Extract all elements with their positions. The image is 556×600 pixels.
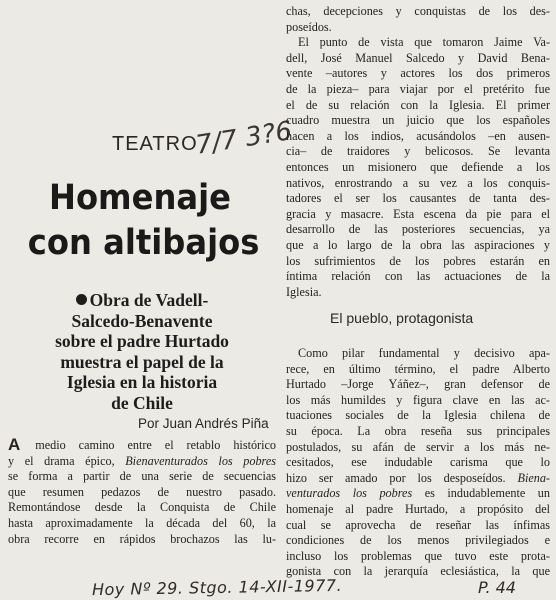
- body-text: rece, en último término, el padre Alberto: [286, 361, 550, 376]
- deck-line: de Chile: [111, 392, 173, 413]
- deck-line: muestra el papel de la: [60, 351, 224, 372]
- body-text: los sufrimientos de los pobres estarán en: [286, 253, 550, 268]
- body-text: Hurtado –Jorge Yáñez–, gran defensor de: [286, 377, 550, 392]
- body-text: entonces un misionero que defiende a los: [286, 159, 550, 174]
- body-text: tuaciones sociales de la Iglesia chilena de: [286, 408, 550, 423]
- handwritten-source-note: Hoy Nº 29. Stgo. 14-XII-1977.: [91, 575, 343, 600]
- body-text: incluso los problemas que tuvo este prota-: [286, 548, 550, 563]
- body-text: obra recorre en rápidos brochazos las lu-: [8, 531, 276, 546]
- body-text: dell, José Manuel Salcedo y David Bena-: [286, 50, 550, 65]
- body-text: íntima relación con las actuaciones de la: [286, 269, 550, 284]
- deck-line: Salcedo-Benavente: [71, 310, 213, 331]
- headline-line-2: con altibajos: [27, 223, 260, 263]
- body-text: poseídos.: [286, 19, 332, 34]
- body-text: gracia y masacre. Esta escena da pie para el: [286, 206, 550, 221]
- handwritten-page-note: P. 44: [478, 578, 516, 597]
- body-text: homenaje al padre Hurtado, a propósito del: [286, 501, 550, 516]
- body-text: que resumen pedazos de nuestro pasado.: [8, 484, 276, 499]
- body-text: chas, decepciones y conquistas de los des-: [286, 4, 550, 18]
- body-text: cual se aprovecha de reseñar las ínfimas: [286, 517, 550, 532]
- body-text: su época. La obra reseña sus principales: [286, 423, 550, 438]
- body-text: Remontándose desde la Conquista de Chile: [8, 500, 276, 515]
- deck-line: sobre el padre Hurtado: [55, 331, 229, 351]
- body-text: tadores el ser los causantes de tanta des-: [286, 191, 550, 206]
- article-body-right-bottom: [286, 346, 550, 580]
- headline-line-1: Homenaje: [48, 178, 231, 218]
- body-text: cia– de traidores y belicosos. Se levanta: [286, 144, 550, 159]
- body-text: se forma a partir de una serie de secuencias: [8, 469, 276, 484]
- body-text: y el drama épico,: [8, 453, 126, 468]
- body-text: condiciones de los menos privilegiados e: [286, 533, 550, 548]
- deck-line: Obra de Vadell-: [89, 290, 209, 310]
- body-text: Iglesia.: [286, 284, 322, 299]
- body-text: desarrollo de las posteriores secuencias, ya: [286, 222, 550, 237]
- body-text: El punto de vista que tomaron Jaime Va-: [298, 35, 550, 50]
- body-text: hizo ser amado por los desposeídos.: [286, 470, 518, 485]
- play-title: Bienaventurados los pobres: [125, 453, 276, 468]
- drop-cap: A: [8, 438, 21, 454]
- body-text: nativos, enrostrando a su vez a los conquis-: [286, 175, 550, 190]
- play-title: venturados los pobres: [286, 486, 413, 501]
- body-text: de la pieza– para viajar por el pretérito fue: [286, 81, 550, 96]
- body-text: Como pilar fundamental y decisivo apa-: [298, 346, 550, 360]
- body-text: cuadro muestra un juicio que los españoles: [286, 113, 550, 128]
- body-text: vente –autores y actores los dos primeros: [286, 66, 550, 81]
- body-text: es indudablemente un: [412, 486, 550, 501]
- body-text: cesitados, ese indudable carisma que lo: [286, 455, 550, 470]
- body-text: hasta aproximadamente la década del 60, la: [8, 515, 276, 530]
- headline: [27, 176, 260, 266]
- subheading: El pueblo, protagonista: [330, 310, 474, 326]
- body-text: el de su relación con la Iglesia. El primer: [286, 97, 550, 112]
- deck-line: Iglesia en la historia: [66, 372, 218, 392]
- article-body-left: [8, 438, 276, 547]
- body-text: postulados, su afán de servir a los más ne-: [286, 439, 550, 454]
- bullet-icon: [76, 294, 87, 305]
- handwritten-date-note: 7/7 3?6: [193, 116, 295, 161]
- body-text: hacen a los indios, acusándolos –en ausen-: [286, 128, 550, 143]
- body-text: que a lo largo de la obra las aspiraciones y: [286, 237, 550, 252]
- deck: [22, 290, 262, 413]
- section-label: TEATRO: [112, 133, 198, 155]
- play-title: Biena-: [517, 470, 550, 485]
- body-text: medio camino entre el retablo histórico: [22, 438, 276, 452]
- article-body-right-top: [286, 4, 550, 300]
- body-text: gonista con la jerarquía eclesiástica, la que: [286, 564, 550, 579]
- byline: Por Juan Andrés Piña: [138, 416, 269, 431]
- body-text: los más humildes y figura clave en las ac-: [286, 392, 550, 407]
